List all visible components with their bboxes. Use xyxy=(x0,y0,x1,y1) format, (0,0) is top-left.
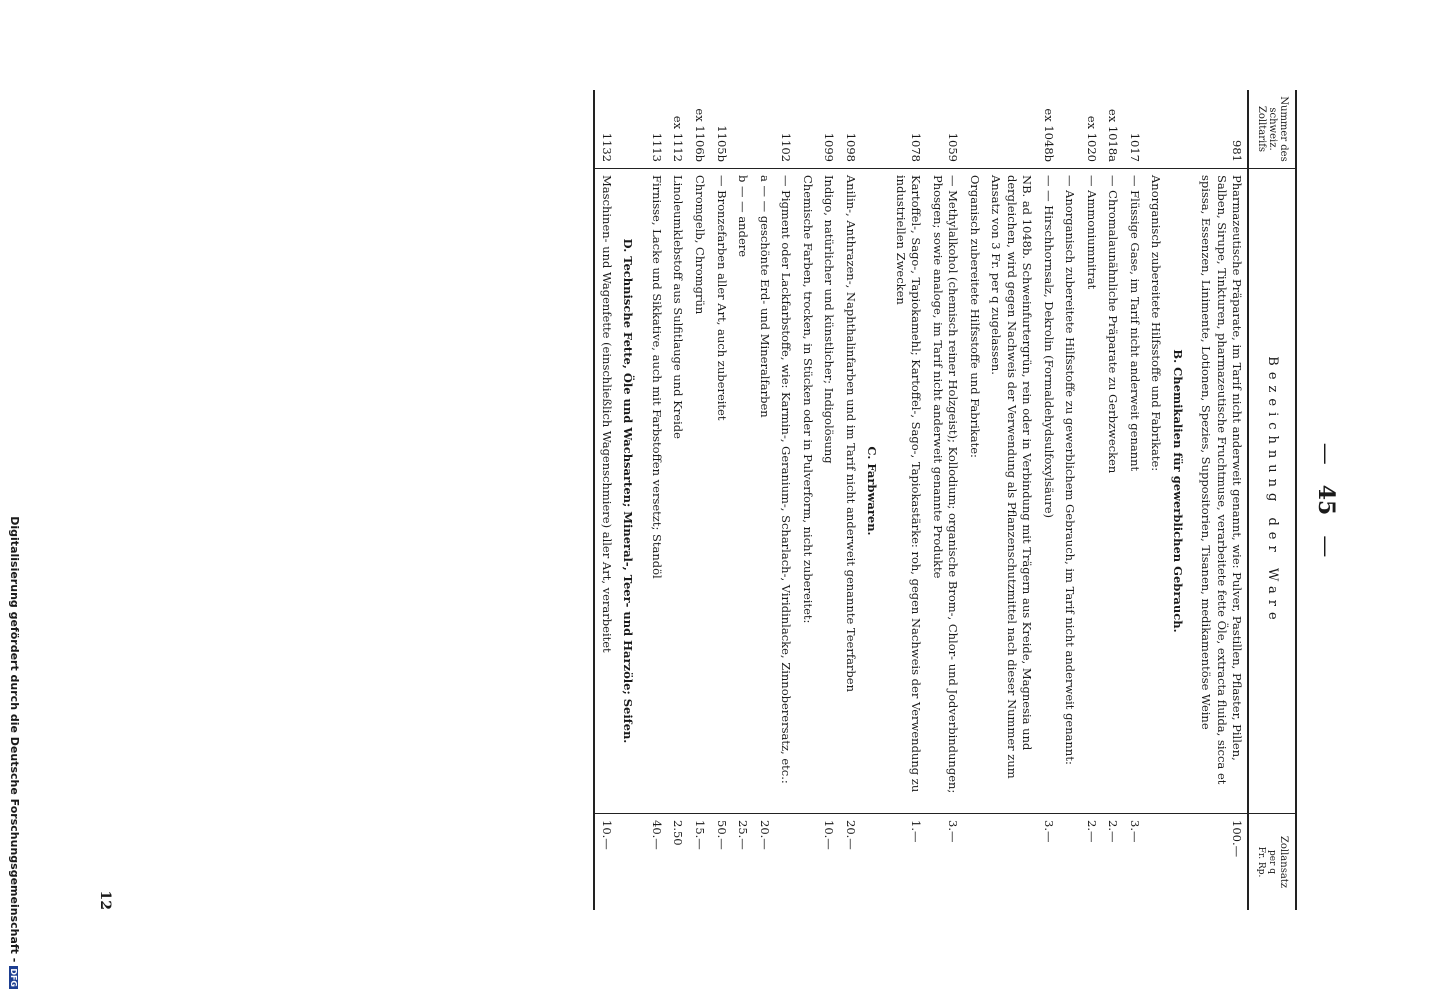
table-row xyxy=(753,90,775,910)
row-description: — Anorganisch zubereitete Hilfsstoffe zu gewerblichem Gebrauch, im Tarif nicht anderweit genannt: xyxy=(1063,175,1078,765)
row-description: — Ammoniumnitrat xyxy=(1084,175,1099,290)
section-heading-row xyxy=(861,90,890,910)
row-description: a — — geschönte Erd- und Mineralfarben xyxy=(757,175,772,418)
header-number: Nummer des schweiz. Zolltarifs xyxy=(1248,90,1296,169)
table-header xyxy=(1248,90,1296,910)
row-description: Firnisse, Lacke und Sikkative, auch mit Farbstoffen versetzt; Standöl xyxy=(649,175,664,579)
page-number: —45— xyxy=(1313,442,1339,558)
row-rate xyxy=(1166,814,1195,911)
table-row xyxy=(839,90,861,910)
row-number: 1099 xyxy=(818,90,840,169)
row-rate xyxy=(796,814,818,911)
row-rate: 2.— xyxy=(1080,814,1102,911)
row-number xyxy=(861,90,890,169)
row-description: Maschinen- und Wagenfette (einschließlich Wagenschmiere) aller Art, verarbeitet xyxy=(594,169,617,814)
table-row xyxy=(1195,90,1249,910)
row-description: NB. ad 1048b. Schweinfurtergrün, rein oder in Verbindung mit Trägern aus Kreide, Magnesia und dergleichen, wird gegen Nachweis der Verwendung als Pflanzenschutzmittel nach dieser Nummer zum Ansatz von 3 Fr. per q zugelassen. xyxy=(989,175,1035,779)
row-number: 1102 xyxy=(775,90,797,169)
row-number: 1105b xyxy=(710,90,732,169)
row-rate: 10.— xyxy=(818,814,840,911)
row-description: Pharmazeutische Präparate, im Tarif nicht anderweit genannt, wie: Pulver, Pastillen, Pflaster, Pillen, Salben, Sirupe, Tinkturen, pharmazeutische Fruchtmuse, verarbeitete fette Öle, extracta fluida, sicca et spissa, Essenzen, Linimente, Lotionen, Spezies, Suppositorien, Tisanen, medikamentöse Weine xyxy=(1199,175,1245,785)
row-number: 1078 xyxy=(889,90,926,169)
row-number: ex 1018a xyxy=(1102,90,1124,169)
row-description: — Chromalaunähnliche Präparate zu Gerbzwecken xyxy=(1106,175,1121,474)
header-rate-sub: Fr. Rp. xyxy=(1256,846,1267,878)
row-rate: 15.— xyxy=(688,814,710,911)
row-number: 1098 xyxy=(839,90,861,169)
row-rate: 3.— xyxy=(1123,814,1145,911)
row-rate: 1.— xyxy=(889,814,926,911)
section-heading: B. Chemikalien für gewerblichen Gebrauch. xyxy=(1170,349,1185,633)
section-heading-row xyxy=(1166,90,1195,910)
row-rate xyxy=(985,814,1038,911)
section-heading: D. Technische Fette, Öle und Wachsarten; Mineral-, Teer- und Harzöle; Seifen. xyxy=(621,238,636,744)
row-rate xyxy=(1059,814,1081,911)
row-rate xyxy=(861,814,890,911)
table-row xyxy=(775,90,797,910)
row-rate: 50.— xyxy=(710,814,732,911)
row-rate: 3.— xyxy=(1037,814,1059,911)
row-number: ex 1112 xyxy=(667,90,689,169)
row-rate: 20.— xyxy=(839,814,861,911)
table-row xyxy=(645,90,667,910)
row-description: b — — andere xyxy=(736,175,751,258)
table-row xyxy=(1102,90,1124,910)
row-description: Kartoffel-, Sago-, Tapiokamehl; Kartoffel-, Sago-, Tapiokastärke: roh, gegen Nachweis der Verwendung zu industriellen Zwecken xyxy=(893,175,924,793)
table-row xyxy=(818,90,840,910)
tariff-rows xyxy=(594,90,1248,910)
row-number: 1059 xyxy=(926,90,963,169)
row-rate xyxy=(617,814,646,911)
table-row xyxy=(1080,90,1102,910)
table-row xyxy=(594,90,617,910)
dfg-logo: DFG xyxy=(9,968,19,987)
row-rate: 100.— xyxy=(1195,814,1249,911)
row-number: 1132 xyxy=(594,90,617,169)
row-number xyxy=(1145,90,1167,169)
row-number: 1113 xyxy=(645,90,667,169)
row-number xyxy=(796,90,818,169)
row-number: ex 1048b xyxy=(1037,90,1059,169)
table-row xyxy=(732,90,754,910)
row-description: — Pigment oder Lackfarbstoffe, wie: Karmin-, Geranium-, Scharlach-, Viridinlacke, Zinnoberersatz, etc.: xyxy=(779,175,794,784)
header-description: Bezeichnung der Ware xyxy=(1248,169,1296,814)
section-heading: C. Farbwaren. xyxy=(865,446,880,536)
row-description: Linoleumklebstoff aus Sulfitlauge und Kreide xyxy=(671,175,686,439)
section-heading-row xyxy=(617,90,646,910)
table-row xyxy=(1145,90,1167,910)
digitization-sidebar xyxy=(0,0,24,1000)
row-rate xyxy=(963,814,985,911)
tariff-table xyxy=(593,90,1297,910)
row-number: ex 1020 xyxy=(1080,90,1102,169)
row-rate xyxy=(1145,814,1167,911)
row-description: — Methylalkohol (chemisch reiner Holzgeist); Kollodium; organische Brom-, Chlor- und Jodverbindungen; Phosgen; sowie analoge, im Tarif nicht anderweit genannte Produkte xyxy=(930,175,961,794)
table-row xyxy=(688,90,710,910)
row-number xyxy=(1059,90,1081,169)
row-description: Anorganisch zubereitete Hilfsstoffe und Fabrikate: xyxy=(1149,175,1164,472)
row-description: Anilin-, Anthrazen-, Naphthalinfarben und im Tarif nicht anderweit genannte Teerfarben xyxy=(843,175,858,693)
row-rate: 2.— xyxy=(1102,814,1124,911)
row-description: Chemische Farben, trocken, in Stücken oder in Pulverform, nicht zubereitet: xyxy=(800,175,815,624)
row-description: Organisch zubereitete Hilfsstoffe und Fabrikate: xyxy=(967,175,982,458)
row-number xyxy=(617,90,646,169)
row-number: 1017 xyxy=(1123,90,1145,169)
row-rate: 3.— xyxy=(926,814,963,911)
header-rate xyxy=(1248,814,1296,911)
row-description: Indigo, natürlicher und künstlicher; Indigolösung xyxy=(822,175,837,464)
signature-mark: 12 xyxy=(97,890,113,910)
table-row xyxy=(1059,90,1081,910)
header-rate-unit: per q xyxy=(1267,849,1277,874)
table-row xyxy=(796,90,818,910)
rotated-document-page xyxy=(67,50,1367,950)
row-number: ex 1106b xyxy=(688,90,710,169)
table-row xyxy=(1123,90,1145,910)
sidebar-note xyxy=(3,9,21,989)
row-number xyxy=(985,90,1038,169)
row-number xyxy=(963,90,985,169)
row-description: — — Hirschhornsalz, Dekrolin (Formaldehydsulfoxylsäure) xyxy=(1041,175,1056,519)
table-row xyxy=(667,90,689,910)
row-rate: 20.— xyxy=(753,814,775,911)
row-number xyxy=(1166,90,1195,169)
row-rate: 2.50 xyxy=(667,814,689,911)
table-row xyxy=(963,90,985,910)
table-row xyxy=(985,90,1038,910)
table-row xyxy=(926,90,963,910)
row-description: Chromgelb, Chromgrün xyxy=(693,175,707,315)
header-rate-label: Zollansatz xyxy=(1278,835,1289,889)
sidebar-note-text: Digitalisierung gefördert durch die Deutsche Forschungsgemeinschaft - xyxy=(8,516,21,963)
row-number xyxy=(753,90,775,169)
table-row xyxy=(710,90,732,910)
row-rate xyxy=(775,814,797,911)
row-rate: 10.— xyxy=(594,814,617,911)
table-row xyxy=(1037,90,1059,910)
row-description: — Flüssige Gase, im Tarif nicht anderweit genannt xyxy=(1127,175,1142,472)
page-number-value: 45 xyxy=(1313,484,1339,516)
row-rate: 40.— xyxy=(645,814,667,911)
row-rate: 25.— xyxy=(732,814,754,911)
row-number xyxy=(732,90,754,169)
table-row xyxy=(889,90,926,910)
row-number: 981 xyxy=(1195,90,1249,169)
row-description: — Bronzefarben aller Art, auch zubereitet xyxy=(714,175,729,421)
